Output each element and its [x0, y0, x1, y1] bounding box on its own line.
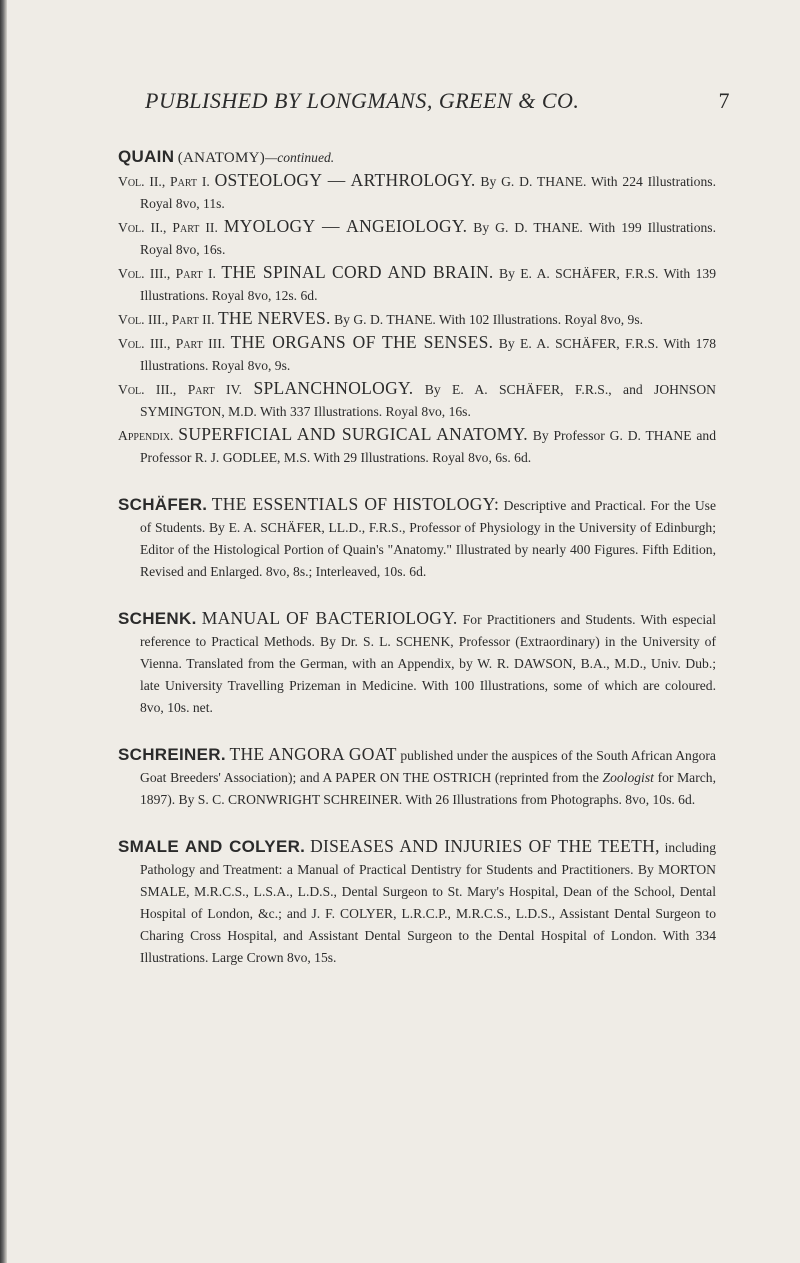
volume-item: Vol. II., Part II. MYOLOGY — ANGEIOLOGY. By G. D. THANE. With 199 Illustrations. Royal 8vo, 16s. — [118, 216, 716, 257]
entry-title: DISEASES AND INJURIES OF THE TEETH, — [310, 836, 660, 856]
continued-label: —continued. — [265, 150, 335, 165]
entry-body: published under the auspices of the South African Angora Goat Breeders' Association); and A PAPER ON THE OSTRICH (reprinted from the — [140, 748, 716, 785]
volume-item: Vol. III., Part IV. SPLANCHNOLOGY. By E. A. SCHÄFER, F.R.S., and JOHNSON SYMINGTON, M.D. With 337 Illustrations. Royal 8vo, 16s. — [118, 378, 716, 419]
author-name: SCHENK. — [118, 609, 197, 628]
author-name: SCHREINER. — [118, 745, 226, 764]
entry-body-continued: for March, 1897). By S. C. CRONWRIGHT SCHREINER. With 26 Illustrations from Photographs. 8vo, 10s. 6d. — [140, 770, 716, 807]
page-number: 7 — [718, 88, 730, 113]
author-name: SCHÄFER. — [118, 495, 208, 514]
entry-body: including Pathology and Treatment: a Manual of Practical Dentistry for Students and Practitioners. By MORTON SMALE, M.R.C.S., L.S.A., L.D.S., Dental Surgeon to St. Mary's Hospital, Dean of the School, Dental Hospital of London, &c.; and J. F. COLYER, L.R.C.P., M.R.C.S., L.D.S., Assistant Dental Surgeon to Charing Cross Hospital, and Assistant Dental Surgeon to the Dental Hospital of London. With 334 Illustrations. Large Crown 8vo, 15s. — [140, 840, 716, 965]
entry-italic: Zoologist — [602, 770, 654, 785]
entry-title: THE ESSENTIALS OF HISTOLOGY: — [211, 494, 500, 514]
volume-item: Vol. II., Part I. OSTEOLOGY — ARTHROLOGY. By G. D. THANE. With 224 Illustrations. Royal 8vo, 11s. — [118, 170, 716, 211]
entry-body: Descriptive and Practical. For the Use of Students. By E. A. SCHÄFER, LL.D., F.R.S., Professor of Physiology in the University of Edinburgh; Editor of the Histological Portion of Quain's "Anatomy." Illustrated by nearly 400 Figures. Fifth Edition, Revised and Enlarged. 8vo, 8s.; Interleaved, 10s. 6d. — [140, 498, 716, 579]
volume-item: Vol. III., Part I. THE SPINAL CORD AND BRAIN. By E. A. SCHÄFER, F.R.S. With 139 Illustrations. Royal 8vo, 12s. 6d. — [118, 262, 716, 303]
author-name: QUAIN — [118, 147, 175, 166]
entry-quain — [118, 146, 716, 469]
entry-title: MANUAL OF BACTERIOLOGY. — [201, 608, 458, 628]
entry-title: THE ANGORA GOAT — [229, 744, 397, 764]
entry-heading — [118, 146, 716, 169]
entry-body: For Practitioners and Students. With especial reference to Practical Methods. By Dr. S. L. SCHENK, Professor (Extraordinary) in the University of Vienna. Translated from the German, with an Appendix, by W. R. DAWSON, B.A., M.D., Univ. Dub.; late University Travelling Prizeman in Medicine. With 100 Illustrations, some of which are coloured. 8vo, 10s. net. — [140, 612, 716, 715]
running-title: PUBLISHED BY LONGMANS, GREEN & CO. — [145, 88, 580, 113]
volume-item: Vol. III., Part II. THE NERVES. By G. D. THANE. With 102 Illustrations. Royal 8vo, 9s. — [118, 308, 644, 328]
entry-schreiner — [118, 743, 716, 811]
author-name: SMALE AND COLYER. — [118, 837, 306, 856]
entry-text — [118, 607, 716, 719]
volume-item: Vol. III., Part III. THE ORGANS OF THE SENSES. By E. A. SCHÄFER, F.R.S. With 178 Illustrations. Royal 8vo, 9s. — [118, 332, 717, 373]
entry-schafer — [118, 493, 716, 583]
running-header — [145, 88, 730, 114]
entry-text — [118, 493, 716, 583]
volume-item: Appendix. SUPERFICIAL AND SURGICAL ANATOMY. By Professor G. D. THANE and Professor R. J. GODLEE, M.S. With 29 Illustrations. Royal 8vo, 6s. 6d. — [118, 424, 716, 465]
entry-smale-colyer — [118, 835, 716, 969]
entry-schenk — [118, 607, 716, 719]
entry-text — [118, 835, 716, 969]
entry-text — [118, 743, 716, 811]
entry-title: (ANATOMY) — [177, 150, 266, 166]
page-binding-edge — [0, 0, 7, 1263]
catalogue-content — [118, 146, 716, 993]
